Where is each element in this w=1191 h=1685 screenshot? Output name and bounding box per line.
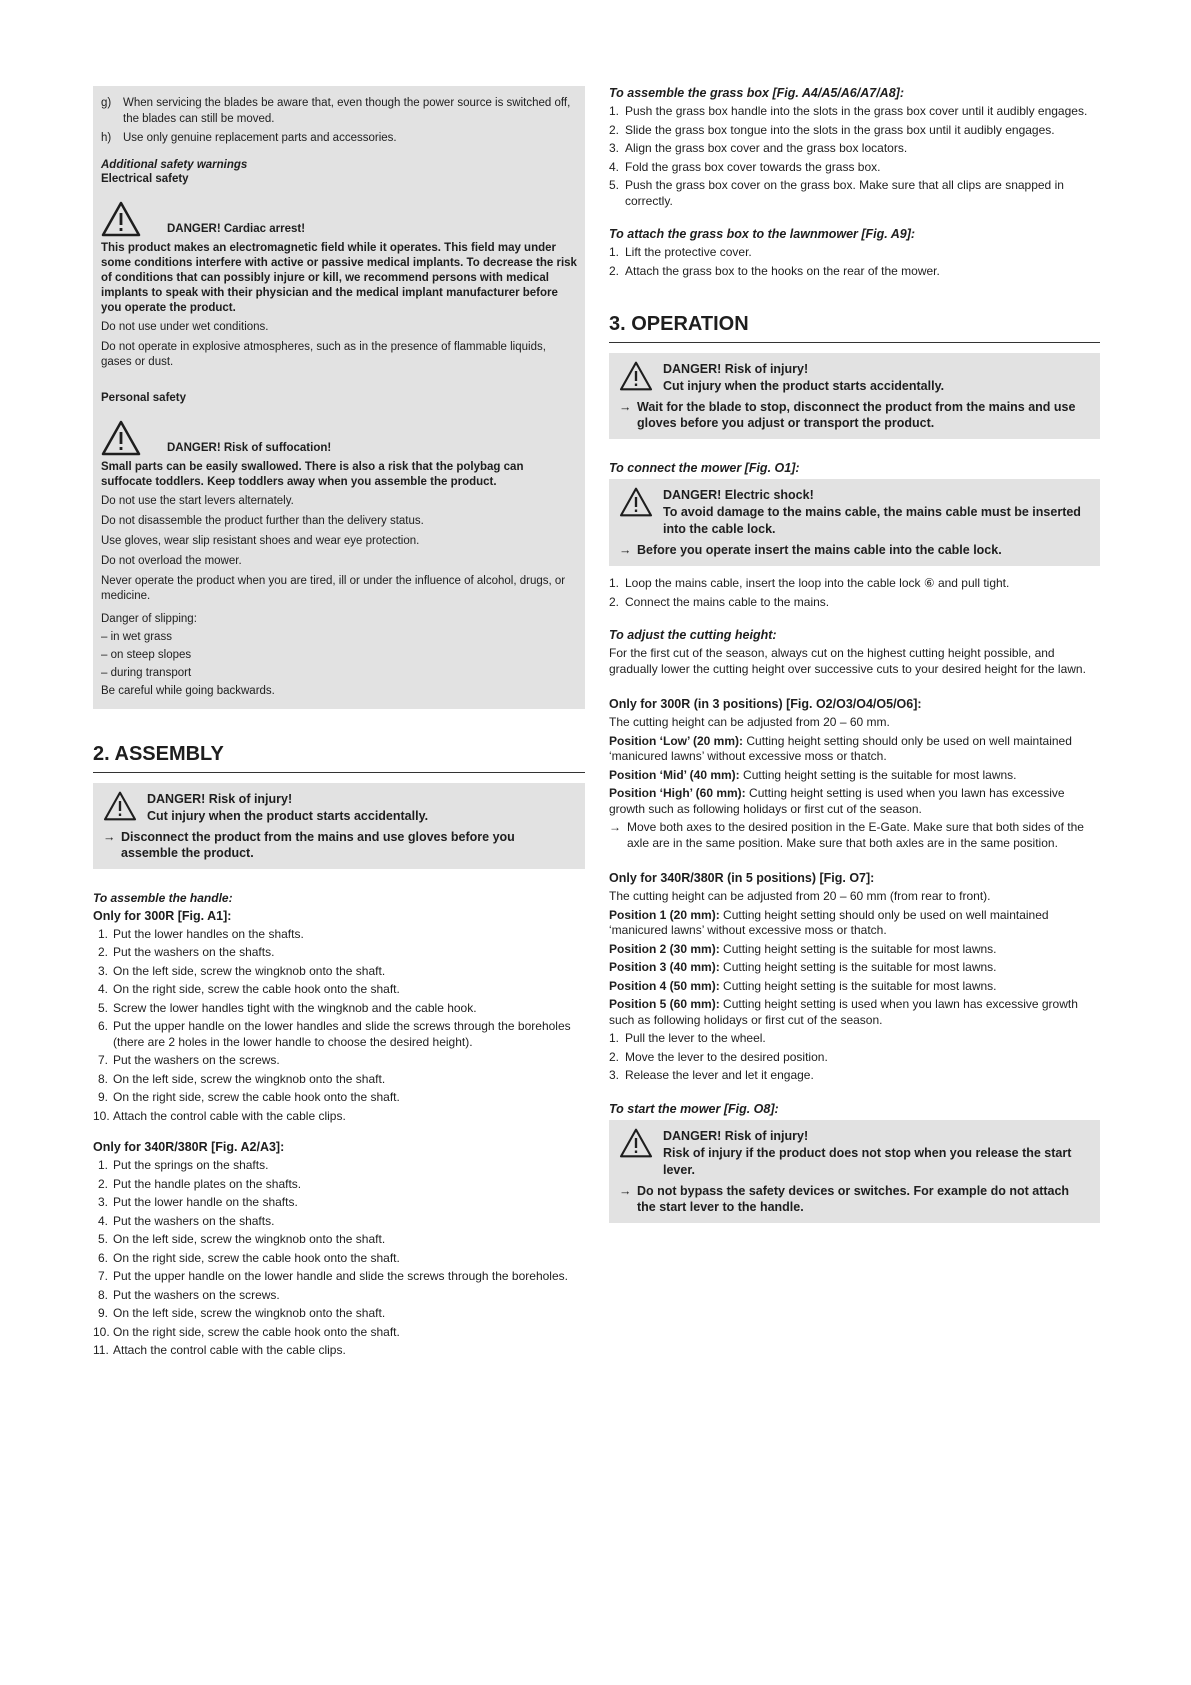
assembly-heading: 2. ASSEMBLY [93,743,585,773]
list-item: 2. Put the washers on the shafts. [97,945,275,959]
list-item: h) Use only genuine replacement parts and accessories. [101,132,397,144]
slipping-line: Be careful while going backwards. [101,684,275,697]
personal-line: Do not disassemble the product further than the delivery status. [101,514,424,527]
additional-safety-heading: Additional safety warnings [101,158,248,171]
list-item: 2. Slide the grass box tongue into the slots in the grass box until it audibly engages. [609,122,1055,137]
warning-triangle-icon [619,487,653,517]
warning-triangle-icon [619,361,653,391]
cutting-text: For the first cut of the season, always cut on the highest cutting height possible, and gradually lower the cutting height over successive cuts to your desired height for the lawn. [609,646,1086,676]
list-item: 1. Put the springs on the shafts. [97,1158,269,1172]
arrow-icon: → [619,1183,632,1198]
danger-title: DANGER! Cardiac arrest! [167,222,306,235]
start-heading: To start the mower [Fig. O8]: [609,1101,779,1116]
danger-cardiac [101,201,577,237]
warning-triangle-icon [101,420,141,456]
warning-title: DANGER! Risk of injury! [147,791,293,806]
personal-line: Never operate the product when you are tired, ill or under the influence of alcohol, drugs, or medicine. [101,574,566,602]
connect-steps [609,576,1100,610]
warning-instruction: Do not bypass the safety devices or switches. For example do not attach the start lever to the handle. [637,1183,1070,1214]
connect-heading: To connect the mower [Fig. O1]: [609,461,800,475]
warning-instruction: Wait for the blade to stop, disconnect the product from the mains and use gloves before you adjust or transport the product. [637,400,1076,430]
warning-title: DANGER! Risk of injury! [663,1128,809,1143]
axle-note: → Move both axes to the desired position in the E-Gate. Make sure that both sides of the axle are in the same position. Make sure that both axles are in the same position. [609,820,1084,850]
slipping-line: – in wet grass [101,630,172,643]
only300-positions-heading: Only for 300R (in 3 positions) [Fig. O2/O3/O4/O5/O6]: [609,697,922,711]
position-item: Position ‘Mid’ (40 mm): Cutting height setting is the suitable for most lawns. [609,767,1017,782]
personal-line: Do not overload the mower. [101,554,242,567]
slipping-line: – during transport [101,666,192,679]
position-item: Position ‘Low’ (20 mm): Cutting height setting should only be used on well maintained ‘manicured lawns’ without excessive moss or thatch. [609,733,1072,763]
list-item: 1. Put the lower handles on the shafts. [97,926,304,941]
only340-heading: Only for 340R/380R [Fig. A2/A3]: [93,1140,285,1154]
danger-title: DANGER! Risk of suffocation! [167,441,332,454]
warning-text: Cut injury when the product starts accidentally. [663,379,945,393]
list-item: 1. Lift the protective cover. [609,245,752,259]
list-item: 6. On the right side, screw the cable hook onto the shaft. [97,1250,400,1265]
lever-steps [609,1031,1100,1084]
only300-steps [93,927,585,1125]
grassbox-steps [609,104,1100,209]
warning-triangle-icon [101,201,141,237]
warning-text: Cut injury when the product starts accidentally. [147,808,429,823]
list-item: 4. Put the washers on the shafts. [97,1213,275,1228]
warning-text: Risk of injury if the product does not stop when you release the start lever. [663,1145,1072,1177]
warning-instruction: Before you operate insert the mains cable into the cable lock. [637,543,1002,557]
electrical-line: Do not operate in explosive atmospheres, such as in the presence of flammable liquids, gases or dust. [101,340,546,368]
right-column [609,86,1100,1223]
left-column [93,86,585,1362]
list-item: 1. Loop the mains cable, insert the loop into the cable lock ⑥ and pull tight. [609,576,1010,590]
safety-warnings-box [93,86,585,709]
electrical-safety-heading: Electrical safety [101,172,189,185]
list-item: 4. Fold the grass box cover towards the grass box. [609,159,881,174]
arrow-icon: → [103,829,116,844]
position-item: Position 4 (50 mm): Cutting height setting is the suitable for most lawns. [609,978,997,993]
position-item: Position 5 (60 mm): Cutting height setting is used when you lawn has excessive growth such as following holidays or first cut of the season. [609,997,1078,1027]
handle-heading: To assemble the handle: [93,890,233,905]
personal-line: Use gloves, wear slip resistant shoes and wear eye protection. [101,534,420,547]
list-item: 9. On the left side, screw the wingknob onto the shaft. [97,1306,386,1320]
danger-body: Small parts can be easily swallowed. There is also a risk that the polybag can suffocate toddlers. Keep toddlers away when you assemble the product. [101,460,524,488]
cutting-range: The cutting height can be adjusted from 20 – 60 mm. [609,715,890,729]
list-item: 3. On the left side, screw the wingknob onto the shaft. [97,963,386,978]
list-item: 4. On the right side, screw the cable hook onto the shaft. [97,982,400,996]
list-item: 7. Put the washers on the screws. [97,1053,280,1067]
list-item: 3. Put the lower handle on the shafts. [97,1195,298,1209]
list-item: 7. Put the upper handle on the lower handle and slide the screws through the boreholes. [97,1269,568,1283]
electrical-line: Do not use under wet conditions. [101,320,269,333]
start-warning-box [609,1120,1100,1223]
arrow-icon: → [619,400,632,414]
arrow-icon: → [609,820,621,834]
position-item: Position 2 (30 mm): Cutting height setting is the suitable for most lawns. [609,941,997,956]
position-item: Position 1 (20 mm): Cutting height setting should only be used on well maintained ‘manicured lawns’ without excessive moss or thatch. [609,907,1049,937]
list-item: g) When servicing the blades be aware that, even though the power source is switched off, the blades can still be moved. [101,97,571,125]
list-item: 5. On the left side, screw the wingknob onto the shaft. [97,1232,386,1246]
operation-warning-box [609,353,1100,439]
warning-title: DANGER! Electric shock! [663,488,814,502]
warning-triangle-icon [619,1128,653,1158]
connect-warning-box [609,479,1100,566]
list-item: 3. Align the grass box cover and the grass box locators. [609,141,908,155]
list-item: 5. Screw the lower handles tight with the wingknob and the cable hook. [97,1000,477,1015]
list-item: 1. Pull the lever to the wheel. [609,1031,766,1045]
list-item: 3. Release the lever and let it engage. [609,1068,814,1082]
attach-steps [609,245,1100,279]
cutting-range: The cutting height can be adjusted from 20 – 60 mm (from rear to front). [609,889,991,903]
cutting-heading: To adjust the cutting height: [609,628,777,642]
list-item: 11. Attach the control cable with the cable clips. [93,1343,346,1357]
list-item: 2. Move the lever to the desired position. [609,1049,828,1064]
list-item: 8. Put the washers on the screws. [97,1287,280,1302]
list-item: 2. Attach the grass box to the hooks on the rear of the mower. [609,263,940,278]
warning-text: To avoid damage to the mains cable, the mains cable must be inserted into the cable lock. [663,505,1081,536]
list-item: 8. On the left side, screw the wingknob onto the shaft. [97,1071,386,1086]
attach-heading: To attach the grass box to the lawnmower [Fig. A9]: [609,227,916,241]
list-item: 6. Put the upper handle on the lower handles and slide the screws through the boreholes (there are 2 holes in the lower handle to choose the desired height). [97,1019,571,1049]
list-item: 10. Attach the control cable with the cable clips. [93,1108,346,1123]
list-item: 10. On the right side, screw the cable hook onto the shaft. [93,1324,400,1339]
list-item: 9. On the right side, screw the cable hook onto the shaft. [97,1090,400,1104]
only340-steps [93,1158,585,1359]
operation-heading: 3. OPERATION [609,313,1100,343]
list-item: 2. Connect the mains cable to the mains. [609,594,830,609]
slipping-line: – on steep slopes [101,648,192,661]
danger-body: This product makes an electromagnetic field while it operates. This field may under some conditions interfere with active or passive medical implants. To decrease the risk of conditions that can possibly injure or kill, we recommend persons with medical implants to speak with their physician and the medical implant manufacturer before you operate the product. [101,241,577,314]
grassbox-heading: To assemble the grass box [Fig. A4/A5/A6/A7/A8]: [609,86,904,100]
danger-suffocation [101,420,577,456]
arrow-icon: → [619,543,632,557]
warning-title: DANGER! Risk of injury! [663,362,809,376]
list-item: 5. Push the grass box cover on the grass box. Make sure that all clips are snapped in correctly. [609,178,1064,208]
position-item: Position 3 (40 mm): Cutting height setting is the suitable for most lawns. [609,960,997,974]
slipping-line: Danger of slipping: [101,612,197,625]
warning-triangle-icon [103,791,137,821]
personal-safety-heading: Personal safety [101,391,187,404]
only340-positions-heading: Only for 340R/380R (in 5 positions) [Fig. O7]: [609,871,875,885]
list-item: 2. Put the handle plates on the shafts. [97,1176,302,1191]
warning-instruction: Disconnect the product from the mains and use gloves before you assemble the product. [121,829,515,860]
assembly-warning-box [93,783,585,869]
position-item: Position ‘High’ (60 mm): Cutting height setting is used when you lawn has excessive growth such as following holidays or first cut of the season. [609,786,1065,816]
list-item: 1. Push the grass box handle into the slots in the grass box cover until it audibly engages. [609,104,1088,118]
personal-line: Do not use the start levers alternately. [101,494,294,507]
only300-heading: Only for 300R [Fig. A1]: [93,908,232,923]
